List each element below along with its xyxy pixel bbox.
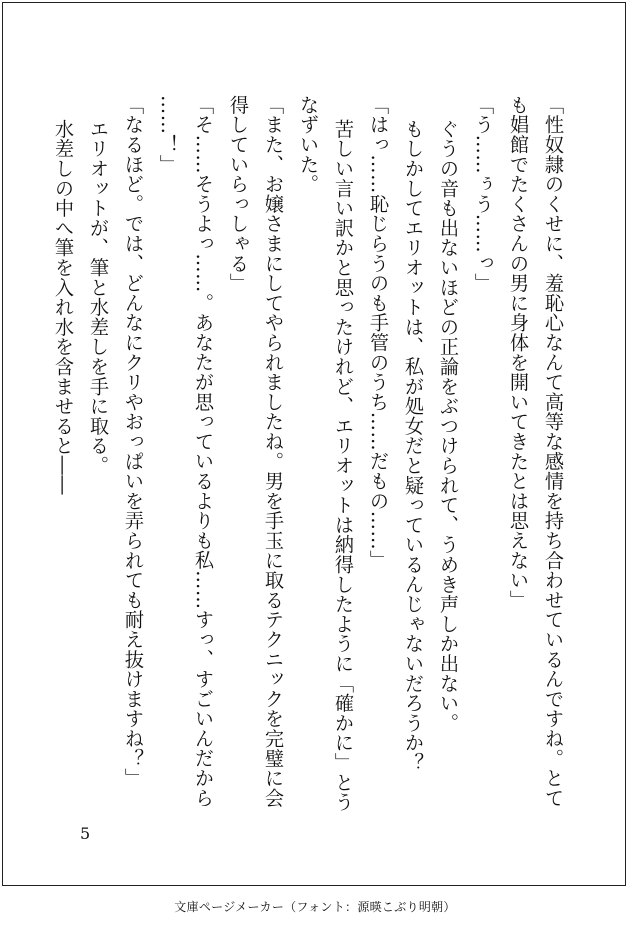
text-line: なずいた。 — [297, 95, 320, 194]
text-line: エリオットが、筆と水差しを手に取る。 — [87, 119, 110, 476]
text-line: 「なるほど。では、どんなにクリやおっぱいを弄られても耐え抜けますね？」 — [122, 95, 145, 788]
footer-caption: 文庫ページメーカー（フォント：源暎こぶり明朝） — [174, 900, 456, 914]
text-line: 「う……ぅう……っ」 — [472, 95, 495, 293]
text-line: 「はっ……恥じらうのも手管のうち……だもの……」 — [367, 95, 390, 571]
text-line: ぐうの音も出ないほどの正論をぶつけられて、うめき声しか出ない。 — [437, 119, 460, 733]
text-line: ……！」 — [157, 95, 180, 175]
text-line: 得していらっしゃる」 — [227, 95, 250, 293]
text-line: もしかしてエリオットは、私が処女だと疑っているんじゃないだろうか？ — [402, 119, 425, 773]
text-line: も娼館でたくさんの男に身体を開いてきたとは思えない」 — [507, 95, 530, 610]
text-line: 水差しの中へ筆を入れ水を含ませると―― — [52, 119, 75, 496]
text-line: 苦しい言い訳かと思ったけれど、エリオットは納得したように「確かに」とう — [332, 119, 355, 812]
text-line: 「性奴隷のくせに、羞恥心なんて高等な感情を持ち合わせているんですね。とて — [542, 95, 565, 808]
text-line: 「そ……そうよっ……。あなたが思っているよりも私……すっ、すごいんだから — [192, 95, 215, 808]
page-number: 5 — [80, 824, 91, 843]
text-line: 「また、お嬢さまにしてやられましたね。男を手玉に取るテクニックを完璧に会 — [262, 95, 285, 808]
